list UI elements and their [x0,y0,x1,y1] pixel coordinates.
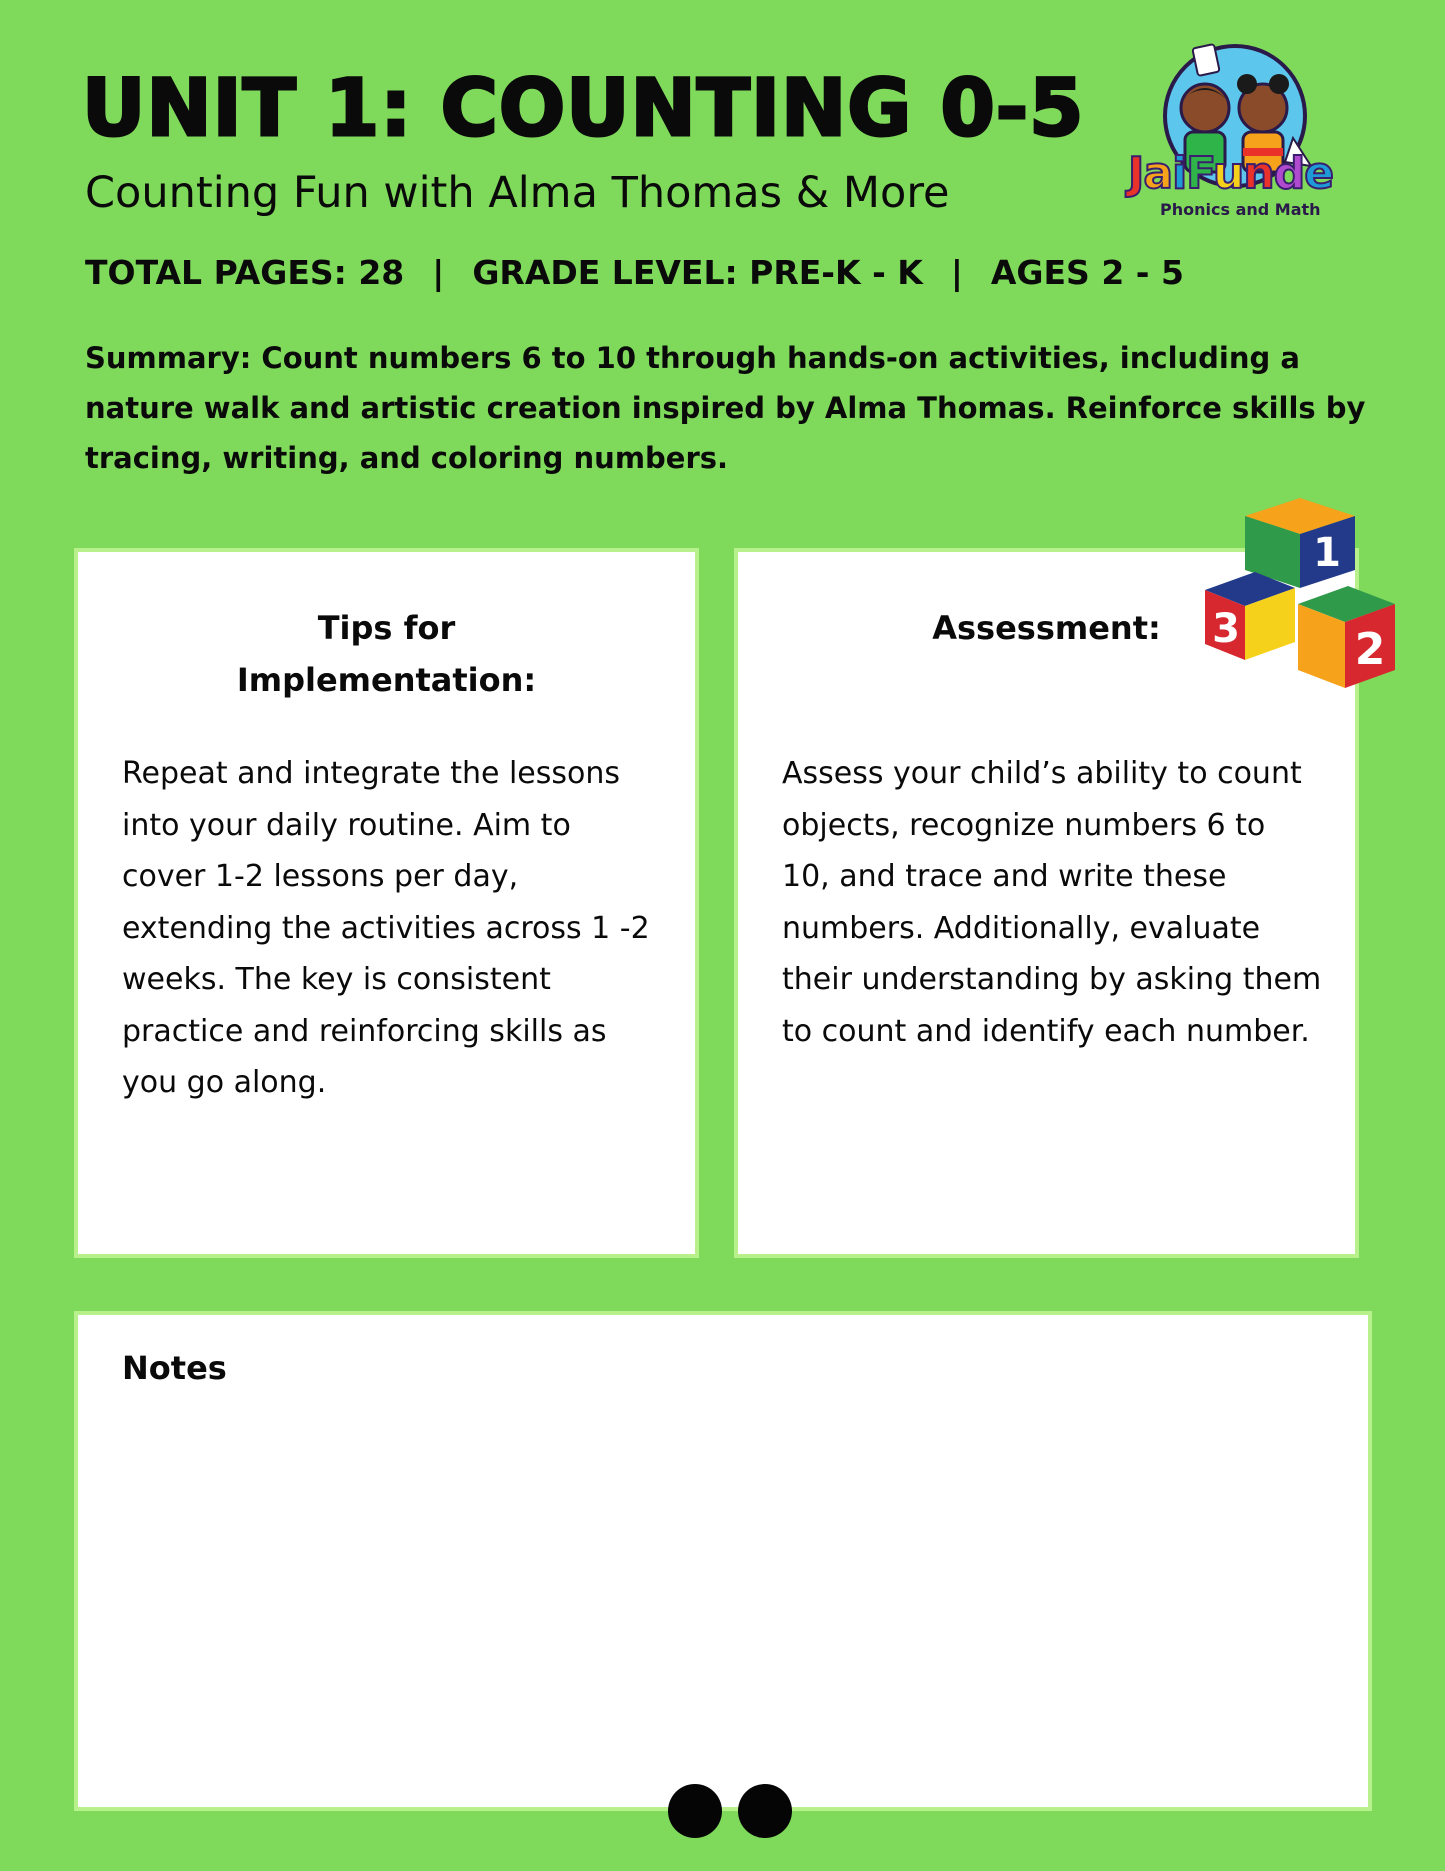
tips-card [74,548,699,1258]
dot-left [668,1784,722,1838]
block-number-top: 1 [1313,530,1341,576]
logo-wordmark [1128,148,1334,199]
assessment-body: Assess your child’s ability to count objects, recognize numbers 6 to 10, and trace and write these numbers. Additionally, evaluate their understanding by asking them to count and identify each number. [782,756,1322,1049]
unit-title: UNIT 1: COUNTING 0-5 [82,64,1085,154]
logo-letter: F [1186,148,1214,199]
unit-meta [85,253,1184,292]
logo-letter: n [1243,148,1274,199]
logo-letter: u [1213,148,1244,199]
unit-summary: Summary: Count numbers 6 to 10 through hands-on activities, including a nature walk and artistic creation inspired by Alma Thomas. Reinforce skills by tracing, writing, and coloring numbers. [85,341,1366,475]
logo-tagline: Phonics and Math [1160,200,1321,219]
notes-card [74,1311,1372,1811]
logo-letter: a [1143,148,1173,199]
logo-letter: J [1128,148,1144,199]
tips-body: Repeat and integrate the lessons into your daily routine. Aim to cover 1-2 lessons per day, extending the activities across 1 -2 weeks. The key is consistent practice and reinforcing skills as you go along. [122,756,650,1100]
number-blocks-illustration [1200,492,1400,692]
meta-separator: | [950,253,963,292]
logo-letter: i [1172,148,1187,199]
dot-right [738,1784,792,1838]
logo-letter: d [1273,148,1305,199]
block-number-right: 2 [1354,624,1386,675]
notes-heading: Notes [122,1349,227,1387]
decorative-dots [666,1783,796,1839]
grade-level: GRADE LEVEL: PRE-K - K [472,253,923,292]
block-number-left: 3 [1212,606,1240,652]
logo-letter: e [1304,148,1334,199]
tips-heading: Tips for Implementation: [236,609,537,699]
meta-separator: | [432,253,445,292]
total-pages: TOTAL PAGES: 28 [85,253,405,292]
ages: AGES 2 - 5 [990,253,1184,292]
assessment-heading: Assessment: [932,609,1161,647]
unit-subtitle: Counting Fun with Alma Thomas & More [85,168,950,218]
